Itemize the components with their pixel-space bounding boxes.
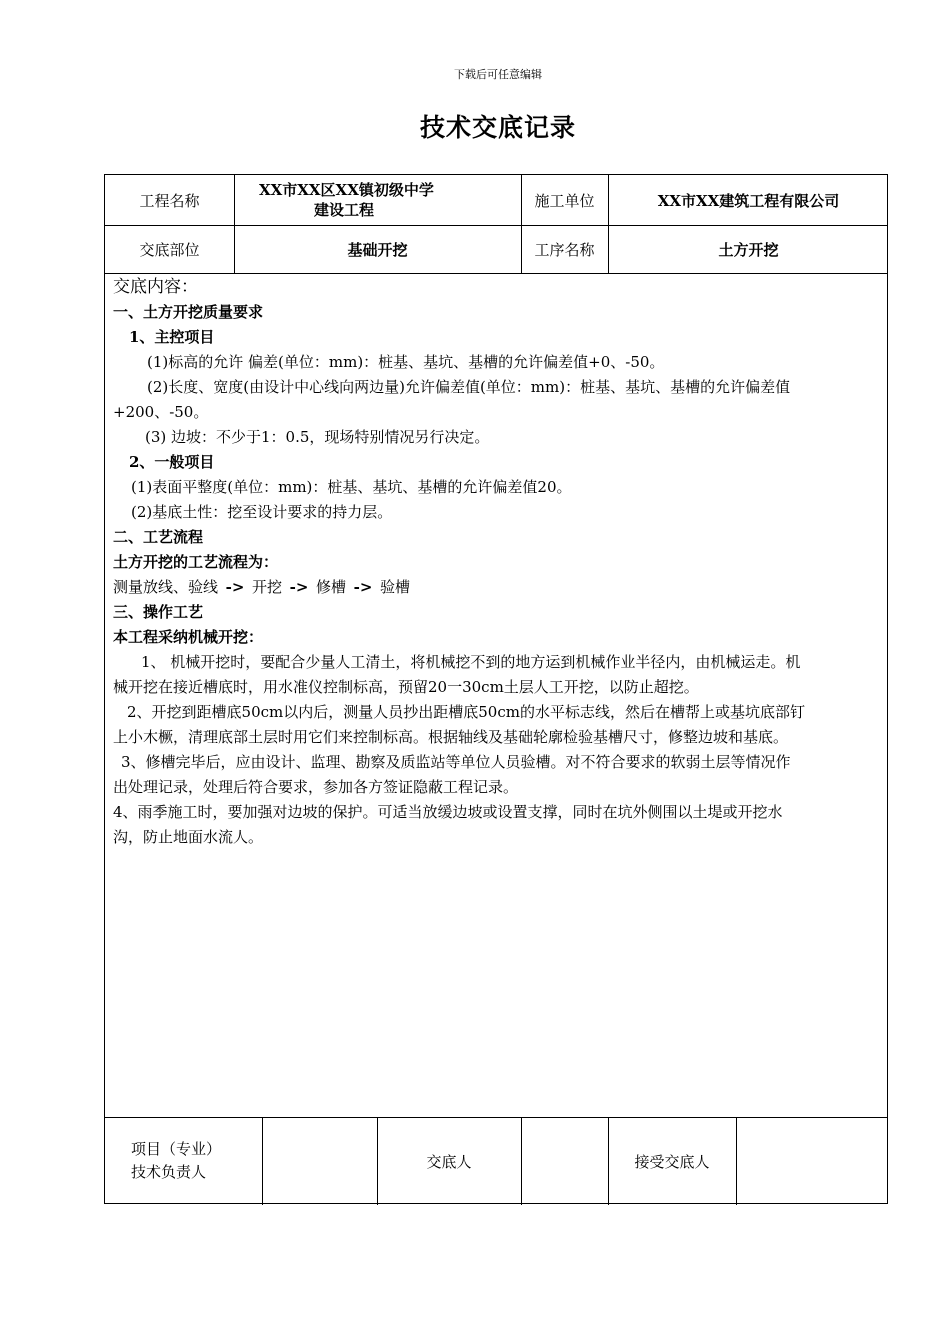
col-divider [736, 1117, 737, 1205]
paragraph-1b: 械开挖在接近槽底时，用水准仪控制标高，预留20一30cm土层人工开挖，以防止超挖。 [113, 678, 699, 696]
flow-step: 修槽 [316, 578, 347, 596]
flow-step: 测量放线、验线 [113, 578, 219, 596]
process-label: 工序名称 [534, 240, 595, 259]
tech-lead-line1: 项目（专业） [131, 1140, 222, 1158]
paragraph-4b: 沟，防止地面水流人。 [113, 828, 264, 846]
paragraph-4a: 4、雨季施工时，要加强对边坡的保护。可适当放缓边坡或设置支撑，同时在坑外侧围以土堤或开挖水 [113, 803, 783, 821]
contractor-value: XX市XX建筑工程有限公司 [657, 191, 840, 210]
section-1-title: 一、土方开挖质量要求 [113, 303, 264, 321]
flow-step: 开挖 [252, 578, 283, 596]
part-label: 交底部位 [139, 240, 200, 259]
project-name-label: 工程名称 [139, 191, 200, 210]
item-1-2-1: (1)表面平整度(单位：mm)：桩基、基坑、基槽的允许偏差值20。 [131, 478, 572, 496]
tech-lead-label [131, 1138, 221, 1184]
col-divider [262, 1117, 263, 1205]
disclosure-content [113, 275, 881, 850]
disclosure-table [104, 174, 888, 1204]
discloser-label: 交底人 [426, 1152, 472, 1171]
arrow-icon: -> [289, 578, 309, 596]
item-1-1-1: (1)标高的允许 偏差(单位：mm)：桩基、基坑、基槽的允许偏差值+0、-50。 [147, 353, 665, 371]
section-1-2-title: 2、一般项目 [129, 453, 215, 471]
process-flow [113, 575, 881, 600]
section-3-title: 三、操作工艺 [113, 603, 204, 621]
section-2-subtitle: 土方开挖的工艺流程为： [113, 553, 279, 571]
tech-lead-line2: 技术负责人 [131, 1163, 207, 1181]
item-1-1-2b: +200、-50。 [113, 403, 209, 421]
flow-step: 验槽 [380, 578, 411, 596]
section-1-1-title: 1、主控项目 [129, 328, 215, 346]
row-divider [105, 273, 887, 274]
process-value: 土方开挖 [718, 240, 779, 259]
arrow-icon: -> [353, 578, 373, 596]
receiver-label: 接受交底人 [634, 1152, 710, 1171]
paragraph-3b: 出处理记录，处理后符合要求，参加各方签证隐蔽工程记录。 [113, 778, 519, 796]
arrow-icon: -> [225, 578, 245, 596]
project-name-line2: 建设工程 [314, 201, 375, 219]
paragraph-1a: 1、 机械开挖时，要配合少量人工清土，将机械挖不到的地方运到机械作业半径内，由机械运走。机 [141, 653, 801, 671]
item-1-1-3: (3) 边坡：不少于1：0.5，现场特别情况另行决定。 [145, 428, 490, 446]
section-2-title: 二、工艺流程 [113, 528, 204, 546]
document-title: 技术交底记录 [419, 113, 576, 142]
project-name-value [234, 175, 521, 225]
section-3-subtitle: 本工程采纳机械开挖： [113, 628, 264, 646]
paragraph-2b: 上小木橛，清理底部土层时用它们来控制标高。根据轴线及基础轮廓检验基槽尺寸，修整边坡和基底。 [113, 728, 789, 746]
contractor-label: 施工单位 [534, 191, 595, 210]
project-name-line1: XX市XX区XX镇初级中学 [259, 181, 434, 199]
item-1-1-2a: (2)长度、宽度(由设计中心线向两边量)允许偏差值(单位：mm)：桩基、基坑、基槽的允许偏差值 [147, 378, 791, 396]
paragraph-3a: 3、修槽完毕后，应由设计、监理、勘察及质监站等单位人员验槽。对不符合要求的软弱土层等情况作 [121, 753, 791, 771]
header-note: 下载后可任意编辑 [454, 68, 542, 81]
part-value: 基础开挖 [347, 240, 408, 259]
col-divider [521, 1117, 522, 1205]
paragraph-2a: 2、开挖到距槽底50cm以内后，测量人员抄出距槽底50cm的水平标志线，然后在槽帮上或基坑底部钉 [127, 703, 805, 721]
content-heading: 交底内容： [113, 277, 198, 297]
item-1-2-2: (2)基底土性：挖至设计要求的持力层。 [131, 503, 393, 521]
